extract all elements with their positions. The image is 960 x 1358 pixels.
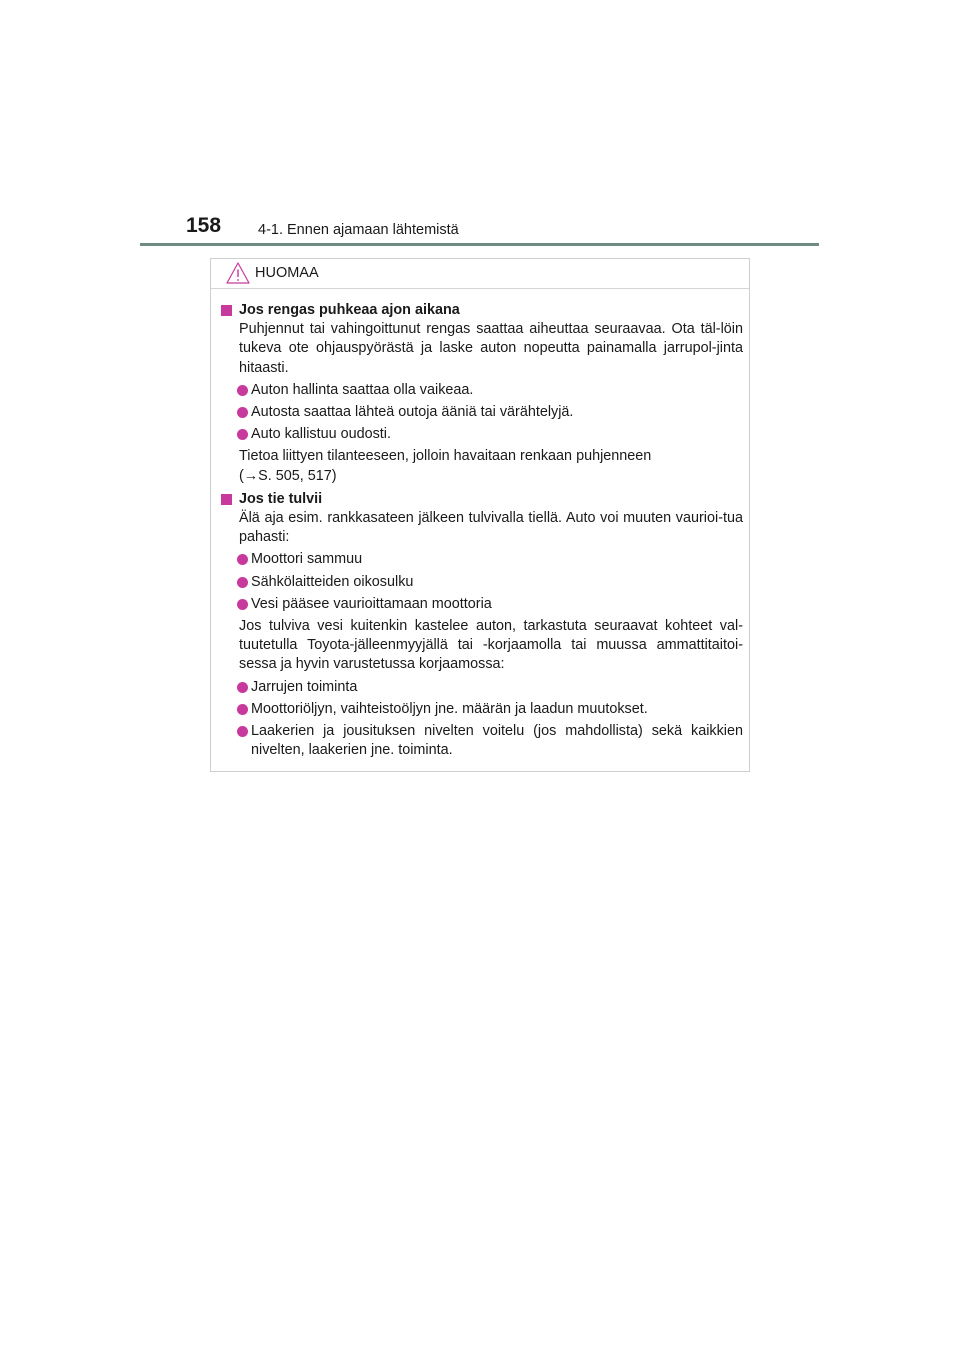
notice-body — [211, 289, 749, 760]
round-bullet-icon — [237, 704, 248, 715]
section-heading-flat-tire — [218, 301, 743, 320]
warning-triangle-icon — [225, 261, 251, 285]
list-item-text: Jarrujen toiminta — [251, 678, 358, 695]
round-bullet-icon — [237, 407, 248, 418]
header-rule — [140, 243, 819, 246]
round-bullet-icon — [237, 385, 248, 396]
paragraph: Jos tulviva vesi kuitenkin kastelee auton, tarkastuta seuraavat kohteet val-tuutetulla Toyota-jälleenmyyjällä tai -korjaamolla tai muussa ammattitaitoi-sessa ja hyvin varustetussa korjaamossa: — [239, 618, 743, 673]
paragraph: Puhjennut tai vahingoittunut rengas saattaa aiheuttaa seuraavaa. Ota täl-löin tukeva ote ohjauspyörästä ja laske auton nopeutta painamalla jarrupol-jinta hitaasti. — [239, 321, 743, 376]
list-item-text: Sähkölaitteiden oikosulku — [251, 573, 414, 590]
list-item — [239, 381, 743, 400]
list-item-text: Moottoriöljyn, vaihteistoöljyn jne. määrän ja laadun muutokset. — [251, 700, 648, 717]
list-item — [239, 595, 743, 614]
list-item-text: Moottori sammuu — [251, 551, 363, 568]
round-bullet-icon — [237, 429, 248, 440]
list-item-text: Vesi pääsee vaurioittamaan moottoria — [251, 595, 492, 612]
list-item-text: Autosta saattaa lähteä outoja ääniä tai värähtelyjä. — [251, 404, 574, 421]
list-item-text: Laakerien ja jousituksen nivelten voitelu (jos mahdollista) sekä kaikkien nivelten, laakerien jne. toiminta. — [251, 723, 743, 759]
page-number: 158 — [186, 214, 222, 237]
paragraph: Älä aja esim. rankkasateen jälkeen tulvivalla tiellä. Auto voi muuten vaurioi-tua pahasti: — [239, 510, 743, 546]
round-bullet-icon — [237, 682, 248, 693]
section-heading-flooded-road — [218, 490, 743, 509]
square-bullet-icon — [221, 494, 232, 505]
list-item — [239, 573, 743, 592]
paragraph-line: Tietoa liittyen tilanteeseen, jolloin havaitaan renkaan puhjenneen — [239, 448, 652, 465]
section-title: 4-1. Ennen ajamaan lähtemistä — [258, 222, 459, 238]
page-reference: (→S. 505, 517) — [239, 467, 337, 484]
notice-header — [211, 259, 749, 289]
list-item — [239, 403, 743, 422]
list-item-text: Auton hallinta saattaa olla vaikeaa. — [251, 381, 474, 398]
round-bullet-icon — [237, 599, 248, 610]
list-item — [239, 722, 743, 760]
section-heading-text: Jos rengas puhkeaa ajon aikana — [239, 302, 460, 318]
square-bullet-icon — [221, 305, 232, 316]
round-bullet-icon — [237, 577, 248, 588]
round-bullet-icon — [237, 554, 248, 565]
paragraph — [239, 447, 743, 485]
list-item — [239, 425, 743, 444]
page-header — [0, 0, 960, 250]
list-item — [239, 700, 743, 719]
round-bullet-icon — [237, 726, 248, 737]
list-item-text: Auto kallistuu oudosti. — [251, 426, 391, 443]
list-item — [239, 550, 743, 569]
section-heading-text: Jos tie tulvii — [239, 490, 323, 507]
list-item — [239, 678, 743, 697]
notice-box — [210, 258, 750, 772]
notice-title: HUOMAA — [255, 265, 319, 281]
